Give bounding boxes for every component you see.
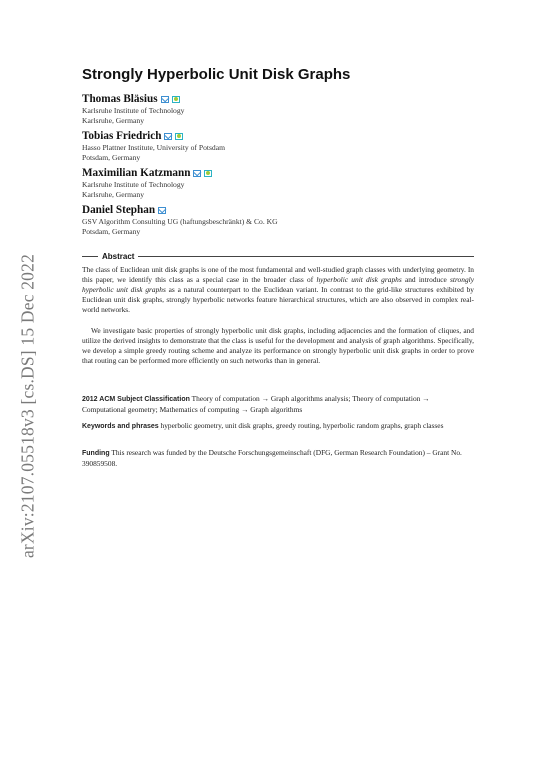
author-name: Maximilian Katzmann — [82, 167, 191, 179]
author-name-row — [82, 93, 474, 106]
orcid-icon[interactable] — [204, 170, 212, 177]
email-icon[interactable] — [193, 170, 201, 177]
author-name-row — [82, 130, 474, 143]
arxiv-identifier: arXiv:2107.05518v3 [cs.DS] 15 Dec 2022 — [17, 253, 38, 559]
author-name-row — [82, 167, 474, 180]
author-name-row — [82, 204, 474, 217]
author-affiliation: Hasso Plattner Institute, University of Potsdam — [82, 143, 226, 152]
author-location: Potsdam, Germany — [82, 227, 141, 236]
author-location: Karlsruhe, Germany — [82, 116, 144, 125]
author-affiliation: Karlsruhe Institute of Technology — [82, 106, 185, 115]
rule-left — [82, 256, 98, 257]
email-icon[interactable] — [161, 96, 169, 103]
funding-label: Funding — [82, 450, 110, 457]
rule-right — [138, 256, 474, 257]
abstract-label: Abstract — [102, 251, 135, 261]
keywords-text: hyperbolic geometry, unit disk graphs, greedy routing, hyperbolic random graphs, graph classes — [160, 421, 444, 430]
funding — [82, 448, 474, 469]
abstract-emphasis: hyperbolic unit disk graphs — [316, 275, 402, 285]
orcid-icon[interactable] — [175, 133, 183, 140]
abstract-text: as a natural counterpart to the Euclidean variant. In contrast to the grid-like structures exhibited by Euclidean unit disk graphs, strongly hyperbolic networks feature hierarchical structures, which are also observed in complex real-world networks. — [82, 285, 474, 315]
email-icon[interactable] — [164, 133, 172, 140]
author-block — [82, 93, 474, 126]
funding-text: This research was funded by the Deutsche Forschungsgemeinschaft (DFG, German Research Foundation) – Grant No. 390859508. — [82, 448, 462, 469]
author-block — [82, 130, 474, 163]
author-affiliation: Karlsruhe Institute of Technology — [82, 180, 185, 189]
keywords-label: Keywords and phrases — [82, 423, 159, 430]
author-location: Karlsruhe, Germany — [82, 190, 144, 199]
abstract-text: The class of Euclidean unit disk graphs is one of the most fundamental and well-studied graph classes with underlying geometry. In this paper, we identify this class as a special case in the broader class of — [82, 265, 474, 285]
paper-title: Strongly Hyperbolic Unit Disk Graphs — [82, 66, 351, 83]
orcid-icon[interactable] — [172, 96, 180, 103]
author-location: Potsdam, Germany — [82, 153, 141, 162]
author-name: Tobias Friedrich — [82, 130, 162, 142]
abstract-paragraph-1 — [82, 265, 474, 315]
keywords — [82, 421, 474, 432]
acm-label: 2012 ACM Subject Classification — [82, 396, 190, 403]
author-affiliation: GSV Algorithm Consulting UG (haftungsbeschränkt) & Co. KG — [82, 217, 278, 226]
author-block — [82, 204, 474, 237]
abstract-text: and introduce — [401, 275, 451, 285]
acm-classification — [82, 394, 474, 415]
email-icon[interactable] — [158, 207, 166, 214]
acm-text: Theory of computation → Graph algorithms analysis; Theory of computation → Computational geometry; Mathematics of computing → Graph algorithms — [82, 394, 430, 415]
abstract-heading — [82, 250, 474, 262]
author-block — [82, 167, 474, 200]
abstract-paragraph-2: We investigate basic properties of strongly hyperbolic unit disk graphs, including adjacencies and the formation of cliques, and utilize the derived insights to demonstrate that the class is useful for the development and analysis of graph algorithms. Specifically, we develop a simple greedy routing scheme and analyze its performance on strongly hyperbolic unit disk graphs in order to prove that routing can be performed more efficiently on such networks than in general. — [82, 326, 474, 366]
author-name: Thomas Bläsius — [82, 93, 158, 105]
abstract-emphasis: strongly hyperbolic unit disk graphs — [82, 275, 474, 295]
author-name: Daniel Stephan — [82, 204, 156, 216]
arxiv-sidebar — [10, 236, 46, 576]
